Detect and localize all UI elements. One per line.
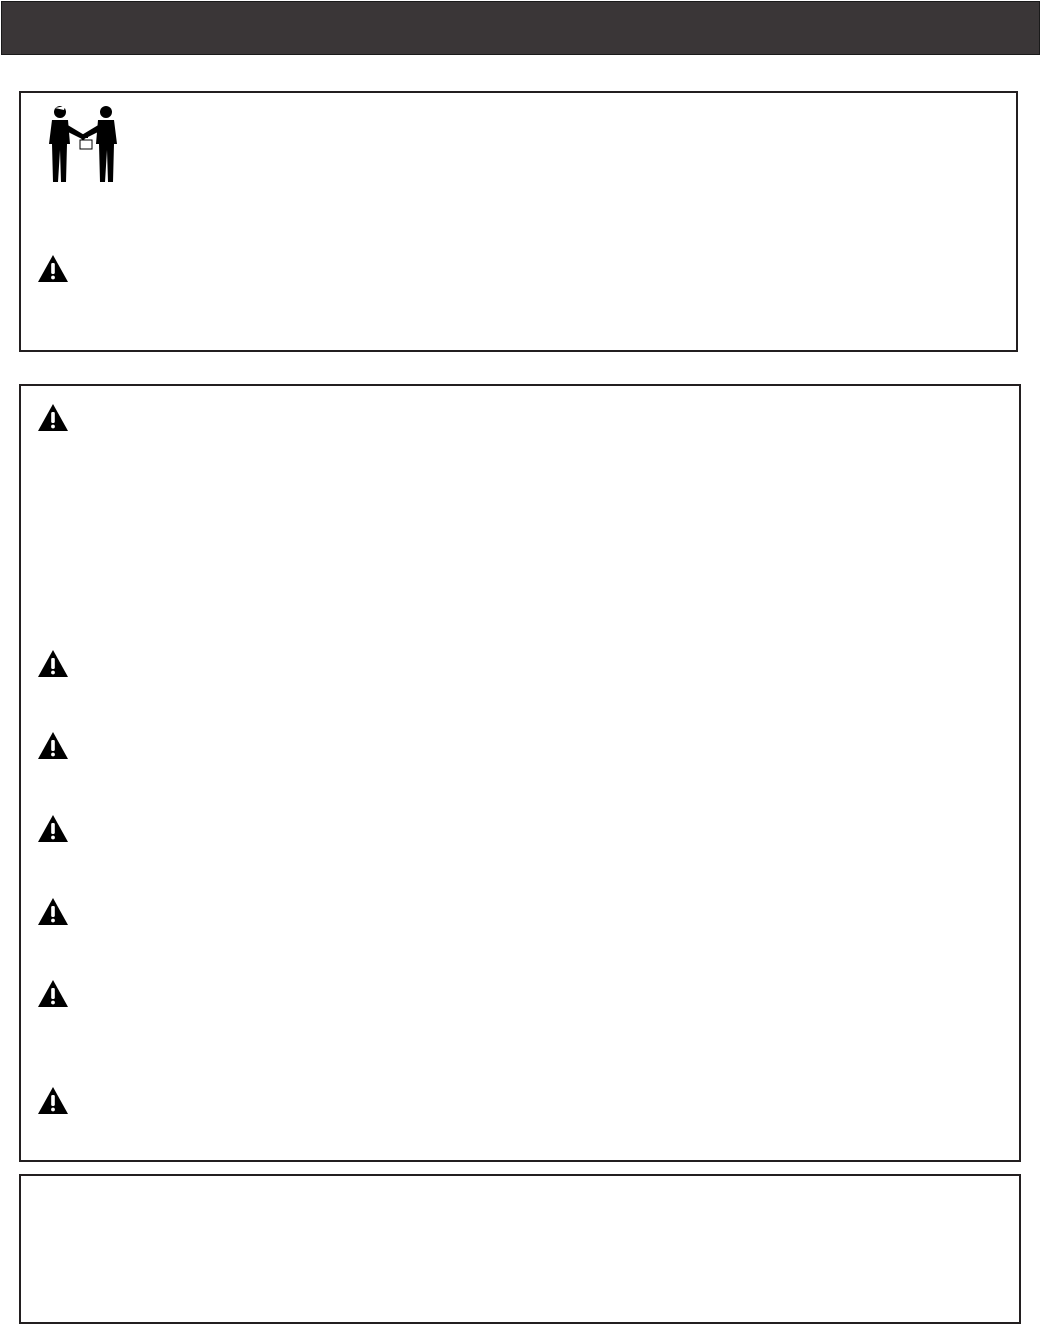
warning-icon [37, 979, 69, 1008]
warning-icon [37, 1086, 69, 1115]
handover-icon [40, 104, 126, 186]
owner-handover-panel [19, 91, 1018, 352]
warning-icon [37, 897, 69, 926]
warning-icon [37, 254, 69, 283]
safety-warnings-panel [19, 384, 1021, 1162]
notes-panel [19, 1174, 1021, 1324]
header-bar [1, 1, 1040, 55]
warning-icon [37, 649, 69, 678]
warning-icon [37, 403, 69, 432]
warning-icon [37, 731, 69, 760]
warning-icon [37, 814, 69, 843]
